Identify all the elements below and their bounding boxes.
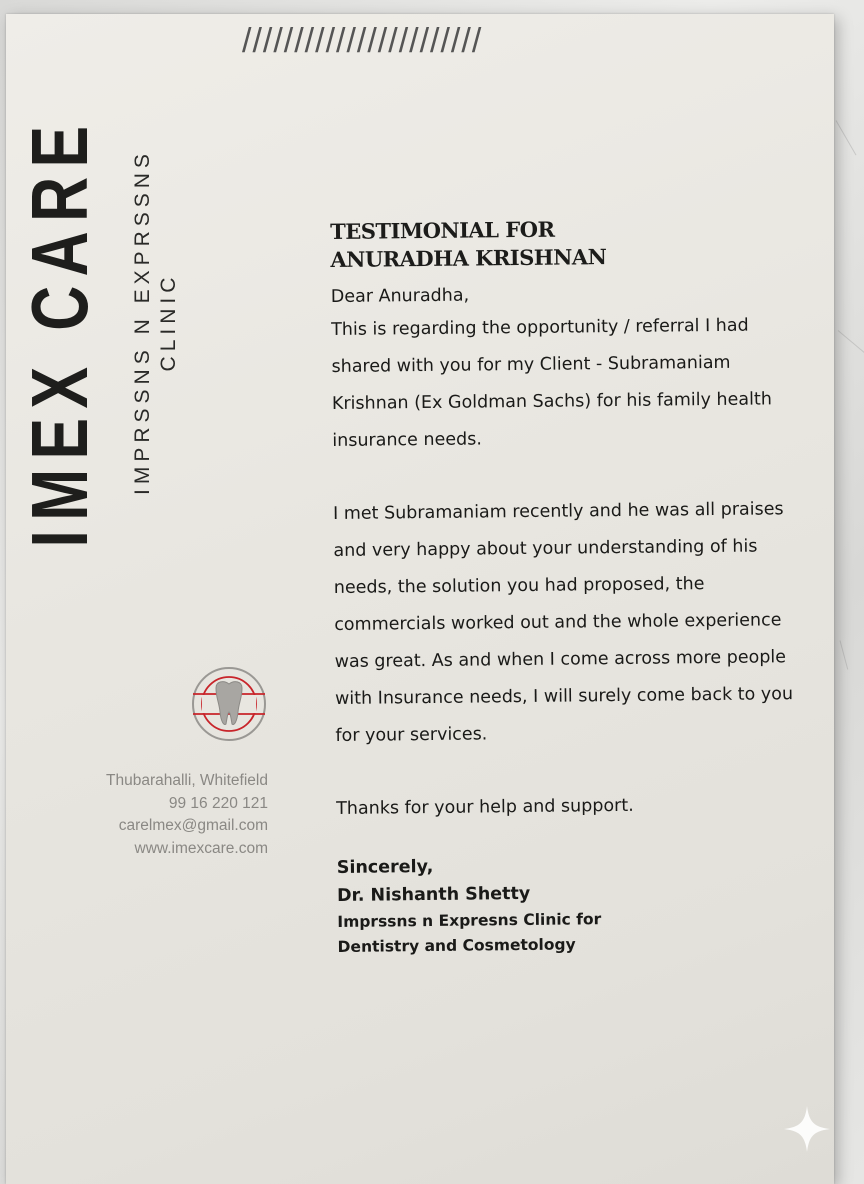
letter-title	[330, 213, 801, 274]
signatory-name: Dr. Nishanth Shetty	[336, 883, 531, 906]
contact-address: Thubarahalli, Whitefield	[106, 772, 268, 789]
letter-body	[330, 213, 808, 960]
contact-email: carelmex@gmail.com	[118, 817, 268, 834]
brand-name-text: IMEX CARE	[15, 116, 104, 548]
signatory-org-line2: Dentistry and Cosmetology	[337, 935, 576, 956]
tooth-icon	[191, 666, 267, 742]
contact-block	[106, 770, 268, 860]
marble-vein	[838, 330, 864, 354]
marble-vein	[840, 640, 849, 669]
marble-vein	[836, 120, 857, 155]
letter-closing: Sincerely,	[336, 856, 434, 878]
brand-subtitle-line1: IMPRSSNS N EXPRSSNS	[131, 149, 154, 495]
signatory-org-line1: Imprssns n Expresns Clinic for	[337, 910, 602, 931]
letter-greeting: Dear Anuradha,	[330, 285, 470, 307]
letter-title-line2: ANURADHA KRISHNAN	[330, 244, 607, 272]
contact-phone: 99 16 220 121	[168, 794, 268, 812]
letter-paragraph-3: Thanks for your help and support.	[336, 795, 634, 819]
signature-block	[337, 849, 808, 960]
letter-paragraph-2: I met Subramaniam recently and he was all praises and very happy about your understanding of his needs, the solution you had proposed, the commercials worked out and the whole experience was great. As and when I come across more people with Insurance needs, I will surely come back to you for your services.	[332, 499, 794, 746]
brand-subtitle	[130, 149, 182, 495]
brand-subtitle-line2: CLINIC	[157, 272, 180, 372]
header-slashes: ///////////////////////	[242, 22, 483, 60]
brand-name	[15, 56, 104, 609]
letterhead-paper	[6, 14, 834, 1184]
letter-title-line1: TESTIMONIAL FOR	[330, 216, 555, 244]
contact-website: www.imexcare.com	[134, 839, 268, 857]
letter-paragraph-1: This is regarding the opportunity / referral I had shared with you for my Client - Subramaniam Krishnan (Ex Goldman Sachs) for his family health insurance needs.	[331, 315, 772, 451]
sparkle-icon	[782, 1104, 832, 1154]
